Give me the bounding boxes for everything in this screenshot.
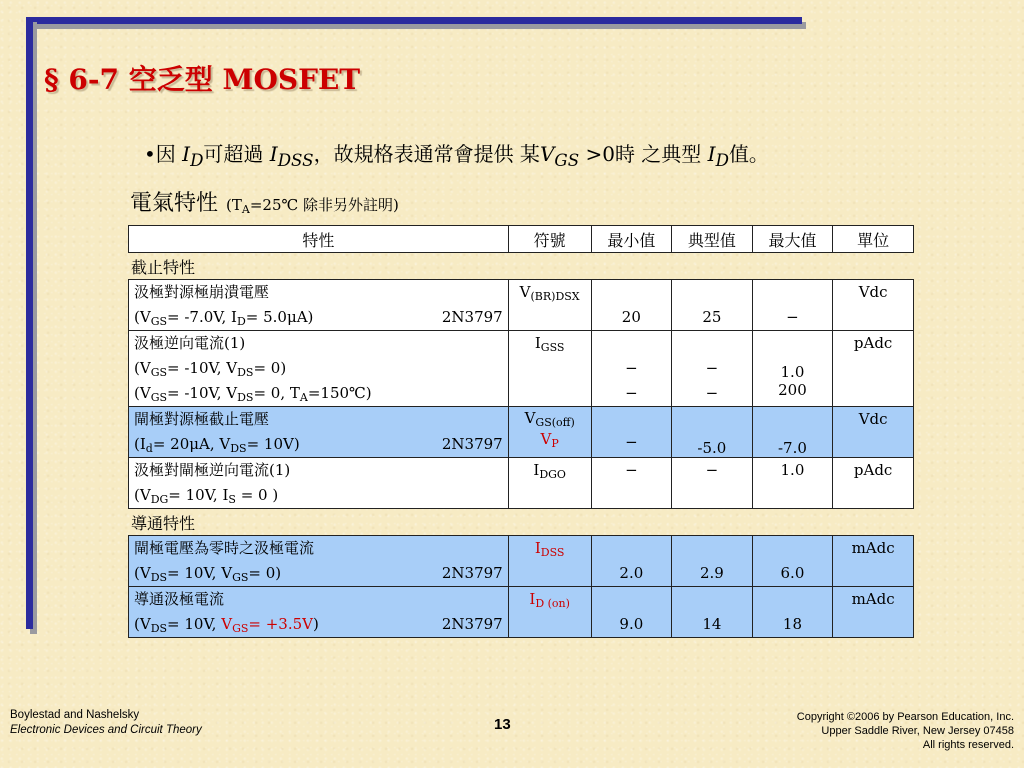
bullet-part: 值。 (728, 142, 769, 166)
row-max: 1.0 200 (752, 331, 833, 407)
row-symbol: $I_{DGO}$ (508, 458, 591, 509)
row-unit: mAdc (833, 536, 914, 587)
row-unit: mAdc (833, 587, 914, 638)
row-condition: ($V_{DS}= 10V$, $V_{GS}= 0$) (134, 564, 282, 584)
header-max: 最大值 (752, 226, 833, 253)
row-symbol: $I_{DSS}$ (508, 536, 591, 587)
row-symbol: $V_{GS(off)}$ $V_P$ (508, 407, 591, 458)
row-typ: − − (672, 331, 753, 407)
copyright-line: Upper Saddle River, New Jersey 07458 (821, 725, 1014, 737)
row-max: − (752, 280, 833, 331)
table-header-row (129, 226, 914, 253)
row-unit: pAdc (833, 331, 914, 407)
group-label: 導通特性 (129, 509, 914, 536)
row-min: 20 (591, 280, 672, 331)
row-min: − (591, 407, 672, 458)
bullet-dot: • (144, 142, 156, 166)
row-condition: ($V_{GS}= -10V$, $V_{DS}= 0$) (134, 359, 287, 379)
row-name: 導通汲極電流 (134, 590, 225, 608)
bullet-part: 可超過 (203, 142, 270, 166)
row-symbol: $I_{D (on)}$ (508, 587, 591, 638)
row-symbol: $I_{GSS}$ (508, 331, 591, 407)
symbol-sub: DSS (277, 151, 314, 170)
group-row-off (129, 253, 914, 280)
header-typ: 典型值 (672, 226, 753, 253)
row-characteristic (129, 587, 509, 638)
row-symbol: $V_{(BR)DSX}$ (508, 280, 591, 331)
table-row (129, 458, 914, 509)
row-name: 汲極對源極崩潰電壓 (134, 283, 270, 301)
frame-top-bar (26, 17, 802, 24)
row-part: 2N3797 (441, 564, 503, 582)
symbol-id: I (707, 142, 716, 166)
row-characteristic (129, 458, 509, 509)
row-min: 2.0 (591, 536, 672, 587)
row-condition: ($V_{DS}= 10V$, $V_{GS}= +3.5V$) (134, 615, 319, 635)
symbol-vgs: V (539, 142, 555, 166)
header-symbol: 符號 (508, 226, 591, 253)
row-part: 2N3797 (441, 615, 503, 633)
symbol-sub: GS (554, 151, 580, 170)
row-condition: ($V_{DG}= 10V$, $I_S = 0$ ) (134, 486, 279, 506)
row-name: 汲極逆向電流(1) (134, 334, 246, 352)
row-min: − − (591, 331, 672, 407)
bullet-text (144, 138, 769, 170)
symbol-sub: D (715, 151, 729, 170)
header-min: 最小值 (591, 226, 672, 253)
section-condition (226, 196, 399, 214)
row-condition: ($V_{GS}= -7.0V$, $I_D= 5.0\mu A$) (134, 308, 314, 328)
cond-part: (T (226, 196, 242, 214)
row-part: 2N3797 (441, 308, 503, 326)
cond-sub: A (241, 203, 250, 216)
group-row-on (129, 509, 914, 536)
symbol-id: I (182, 142, 191, 166)
row-unit: Vdc (833, 280, 914, 331)
row-max: 18 (752, 587, 833, 638)
header-unit: 單位 (833, 226, 914, 253)
row-condition: ($V_{GS}= -10V$, $V_{DS}= 0$, $T_A=150℃$) (134, 384, 372, 404)
row-typ: -5.0 (672, 407, 753, 458)
row-name: 閘極電壓為零時之汲極電流 (134, 539, 315, 557)
row-max: 6.0 (752, 536, 833, 587)
footer-book: Electronic Devices and Circuit Theory (10, 724, 202, 736)
row-characteristic (129, 331, 509, 407)
table-row (129, 331, 914, 407)
row-min: − (591, 458, 672, 509)
bullet-part: 因 (155, 142, 183, 166)
section-heading (130, 186, 399, 217)
table-row (129, 587, 914, 638)
row-name: 汲極對閘極逆向電流(1) (134, 461, 291, 479)
row-unit: pAdc (833, 458, 914, 509)
header-characteristic: 特性 (129, 226, 509, 253)
row-max: 1.0 (752, 458, 833, 509)
cond-part: =25℃ 除非另外註明) (249, 196, 399, 214)
symbol-idss: I (269, 142, 278, 166)
table-row (129, 536, 914, 587)
row-characteristic (129, 536, 509, 587)
bullet-part: >0時 之典型 (579, 142, 708, 166)
footer-copyright (797, 710, 1014, 752)
group-label: 截止特性 (129, 253, 914, 280)
row-name: 閘極對源極截止電壓 (134, 410, 270, 428)
row-min: 9.0 (591, 587, 672, 638)
row-max: -7.0 (752, 407, 833, 458)
row-part: 2N3797 (441, 435, 503, 453)
frame-left-bar (26, 17, 33, 629)
symbol-sub: D (190, 151, 204, 170)
footer-credits (10, 708, 202, 738)
row-typ: 25 (672, 280, 753, 331)
row-symbol-alt: $V_P$ (540, 430, 559, 450)
row-condition: ($I_d= 20\mu A$, $V_{DS}= 10V$) (134, 435, 300, 455)
page-number: 13 (494, 716, 511, 733)
table-row (129, 280, 914, 331)
row-characteristic (129, 280, 509, 331)
row-typ: 2.9 (672, 536, 753, 587)
row-characteristic (129, 407, 509, 458)
copyright-line: Copyright ©2006 by Pearson Education, Inc. (796, 711, 1014, 723)
slide-title: § 6-7 空乏型 MOSFET (44, 63, 361, 96)
row-typ: − (672, 458, 753, 509)
copyright-line: All rights reserved. (922, 739, 1014, 751)
bullet-part: ，故規格表通常會提供 某 (313, 142, 540, 166)
table-row (129, 407, 914, 458)
footer-authors: Boylestad and Nashelsky (10, 709, 140, 721)
spec-table (128, 225, 914, 638)
row-typ: 14 (672, 587, 753, 638)
row-unit: Vdc (833, 407, 914, 458)
section-title: 電氣特性 (130, 191, 219, 216)
